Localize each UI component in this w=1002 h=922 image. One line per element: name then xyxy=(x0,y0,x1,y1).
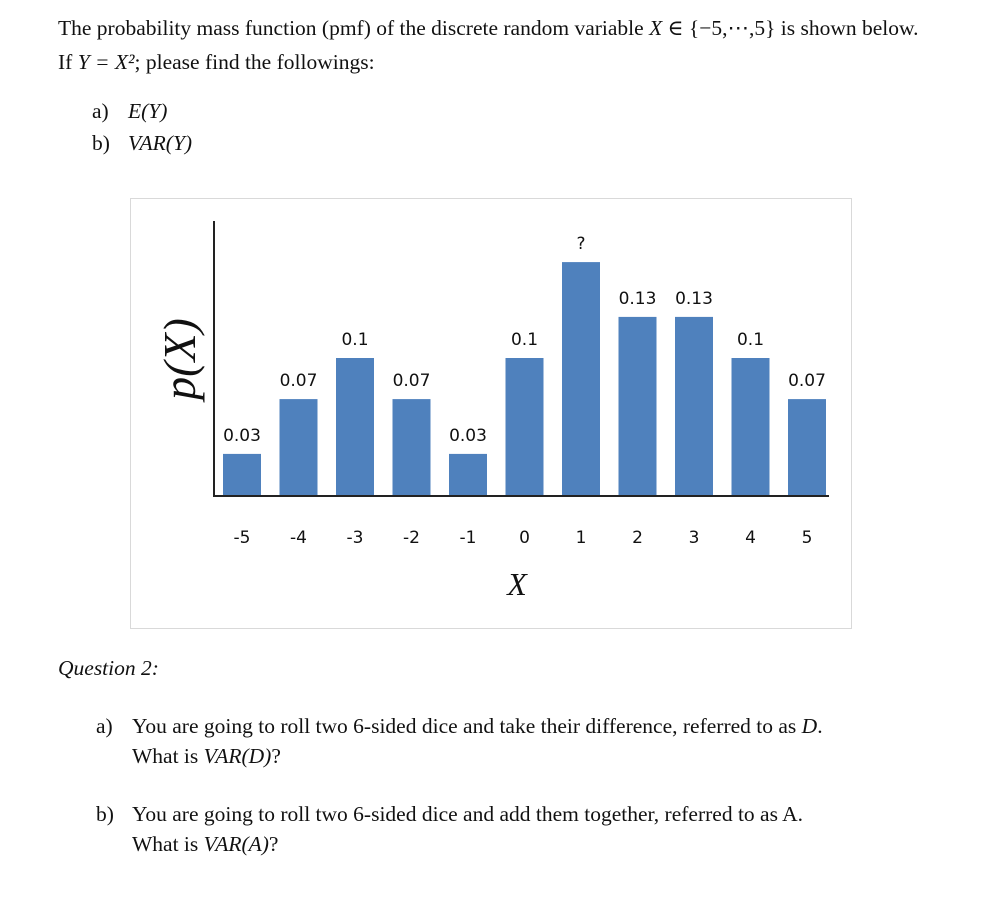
intro-text: The probability mass function (pmf) of the discrete random variable xyxy=(58,16,650,40)
bar-x--4 xyxy=(280,399,318,495)
variance-a-expr: VAR(A) xyxy=(203,832,269,856)
item-question: What is xyxy=(132,832,204,856)
x-tick-label: -2 xyxy=(403,528,420,548)
item-text-end: . xyxy=(817,714,823,738)
x-tick-label: 0 xyxy=(519,528,530,548)
item-text: You are going to roll two 6-sided dice and take their difference, referred to as xyxy=(132,714,802,738)
y-axis-title: p(X) xyxy=(154,318,205,400)
problem-intro xyxy=(58,11,928,79)
part1-item-b xyxy=(92,128,192,158)
intro-text-2: is shown below. If xyxy=(58,16,919,74)
variance-expr: VAR(Y) xyxy=(128,131,193,155)
bar-label-x-3: 0.13 xyxy=(675,288,713,309)
x-tick-label: 4 xyxy=(745,528,756,548)
x-tick-label: -4 xyxy=(290,528,307,548)
x-variable: X xyxy=(649,16,663,40)
item-marker: a) xyxy=(96,714,113,738)
item-text: You are going to roll two 6-sided dice and add them together, referred to as A. xyxy=(132,802,804,826)
bar-x--2 xyxy=(393,399,431,495)
x-tick-label: 1 xyxy=(575,528,587,548)
intro-text-3: ; please find the followings: xyxy=(134,50,375,74)
bar-x-0 xyxy=(506,358,544,495)
item-question-end: ? xyxy=(268,832,279,856)
part1-item-a xyxy=(92,96,167,126)
bar-label-x-5: 0.07 xyxy=(788,371,826,392)
bar-x-5 xyxy=(788,399,826,495)
d-variable: D xyxy=(801,714,818,738)
pmf-chart-svg xyxy=(131,199,851,628)
item-question-end: ? xyxy=(271,744,281,768)
bar-x-4 xyxy=(732,358,770,495)
bar-label-x-2: 0.13 xyxy=(618,288,657,309)
bar-label-x-1: ? xyxy=(576,234,586,255)
bar-label-x--2: 0.07 xyxy=(392,371,431,392)
question-2-item-a xyxy=(96,711,946,771)
x-tick-label: 3 xyxy=(688,528,700,548)
question-2-item-b xyxy=(96,799,946,859)
bar-x-3 xyxy=(675,317,713,495)
x-axis-title: X xyxy=(507,566,527,602)
expectation-expr: E(Y) xyxy=(128,99,168,123)
item-marker: b) xyxy=(96,802,114,826)
bar-label-x--3: 0.1 xyxy=(341,330,369,350)
bar-label-x--1: 0.03 xyxy=(449,425,487,446)
variance-d-expr: VAR(D) xyxy=(203,744,272,768)
question-2-heading: Question 2: xyxy=(58,656,159,680)
bar-x--5 xyxy=(223,454,261,495)
pmf-chart xyxy=(130,198,852,629)
x-tick-label: 5 xyxy=(801,528,813,548)
bar-x-1 xyxy=(562,262,600,495)
bar-x--1 xyxy=(449,454,487,495)
item-marker: a) xyxy=(92,99,109,123)
bar-x--3 xyxy=(336,358,374,495)
x-tick-label: -5 xyxy=(233,528,251,548)
bar-label-x-4: 0.1 xyxy=(736,330,765,350)
y-definition: Y = X² xyxy=(77,50,135,74)
bar-label-x-0: 0.1 xyxy=(510,330,539,350)
x-tick-label: 2 xyxy=(632,528,643,548)
item-question: What is xyxy=(132,744,204,768)
x-tick-label: -1 xyxy=(459,528,477,548)
x-tick-label: -3 xyxy=(346,528,364,548)
item-marker: b) xyxy=(92,131,110,155)
bar-label-x--4: 0.07 xyxy=(279,371,318,392)
bar-x-2 xyxy=(619,317,657,495)
set-expression: ∈ {−5,⋯,5} xyxy=(662,16,776,40)
bar-label-x--5: 0.03 xyxy=(223,425,261,446)
